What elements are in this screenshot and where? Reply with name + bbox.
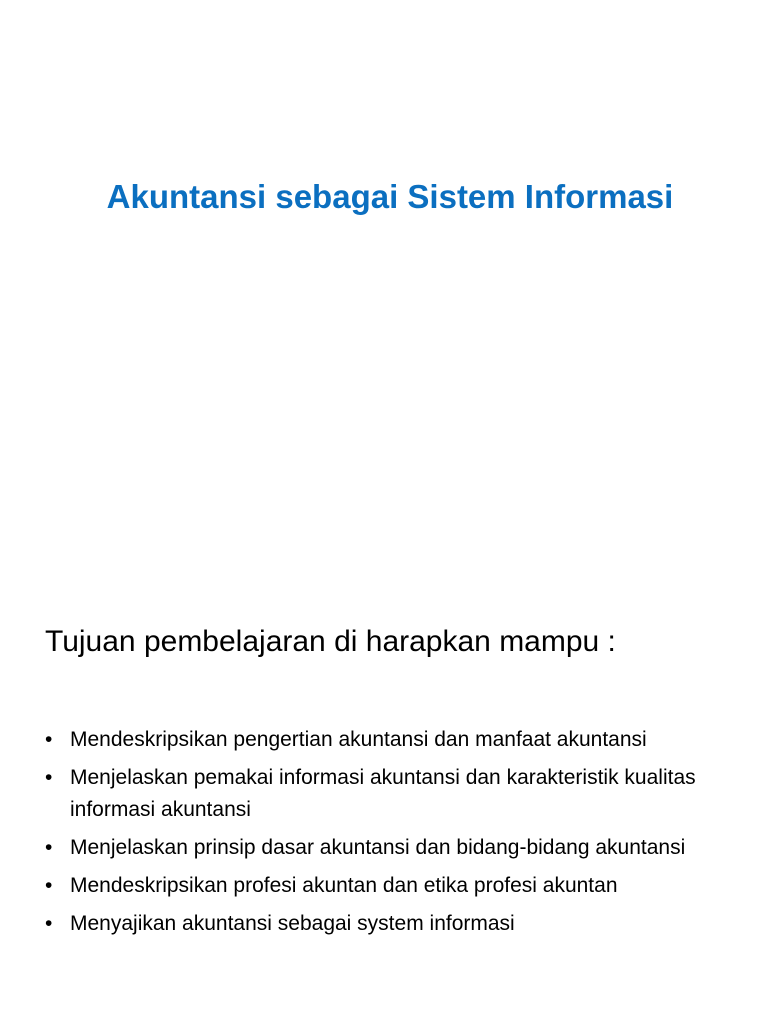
list-item-text: Mendeskripsikan profesi akuntan dan etika profesi akuntan [70,874,618,897]
slide-body [45,622,745,946]
list-item [45,908,745,940]
list-item [45,870,745,902]
title-area [90,172,690,222]
bullet-icon: • [45,836,53,859]
list-item-text: Menyajikan akuntansi sebagai system informasi [70,912,515,935]
list-item-text: Menjelaskan pemakai informasi akuntansi dan karakteristik kualitas informasi akuntansi [70,766,696,821]
learning-objectives-heading: Tujuan pembelajaran di harapkan mampu : [45,625,616,658]
list-item [45,832,745,864]
bullet-icon: • [45,874,53,897]
list-item-text: Menjelaskan prinsip dasar akuntansi dan bidang-bidang akuntansi [70,836,686,859]
list-item [45,762,745,826]
slide-title: Akuntansi sebagai Sistem Informasi [106,178,674,215]
objectives-list [45,724,745,940]
list-item [45,724,745,756]
bullet-icon: • [45,766,53,789]
list-item-text: Mendeskripsikan pengertian akuntansi dan manfaat akuntansi [70,728,647,751]
bullet-icon: • [45,728,53,751]
bullet-icon: • [45,912,53,935]
